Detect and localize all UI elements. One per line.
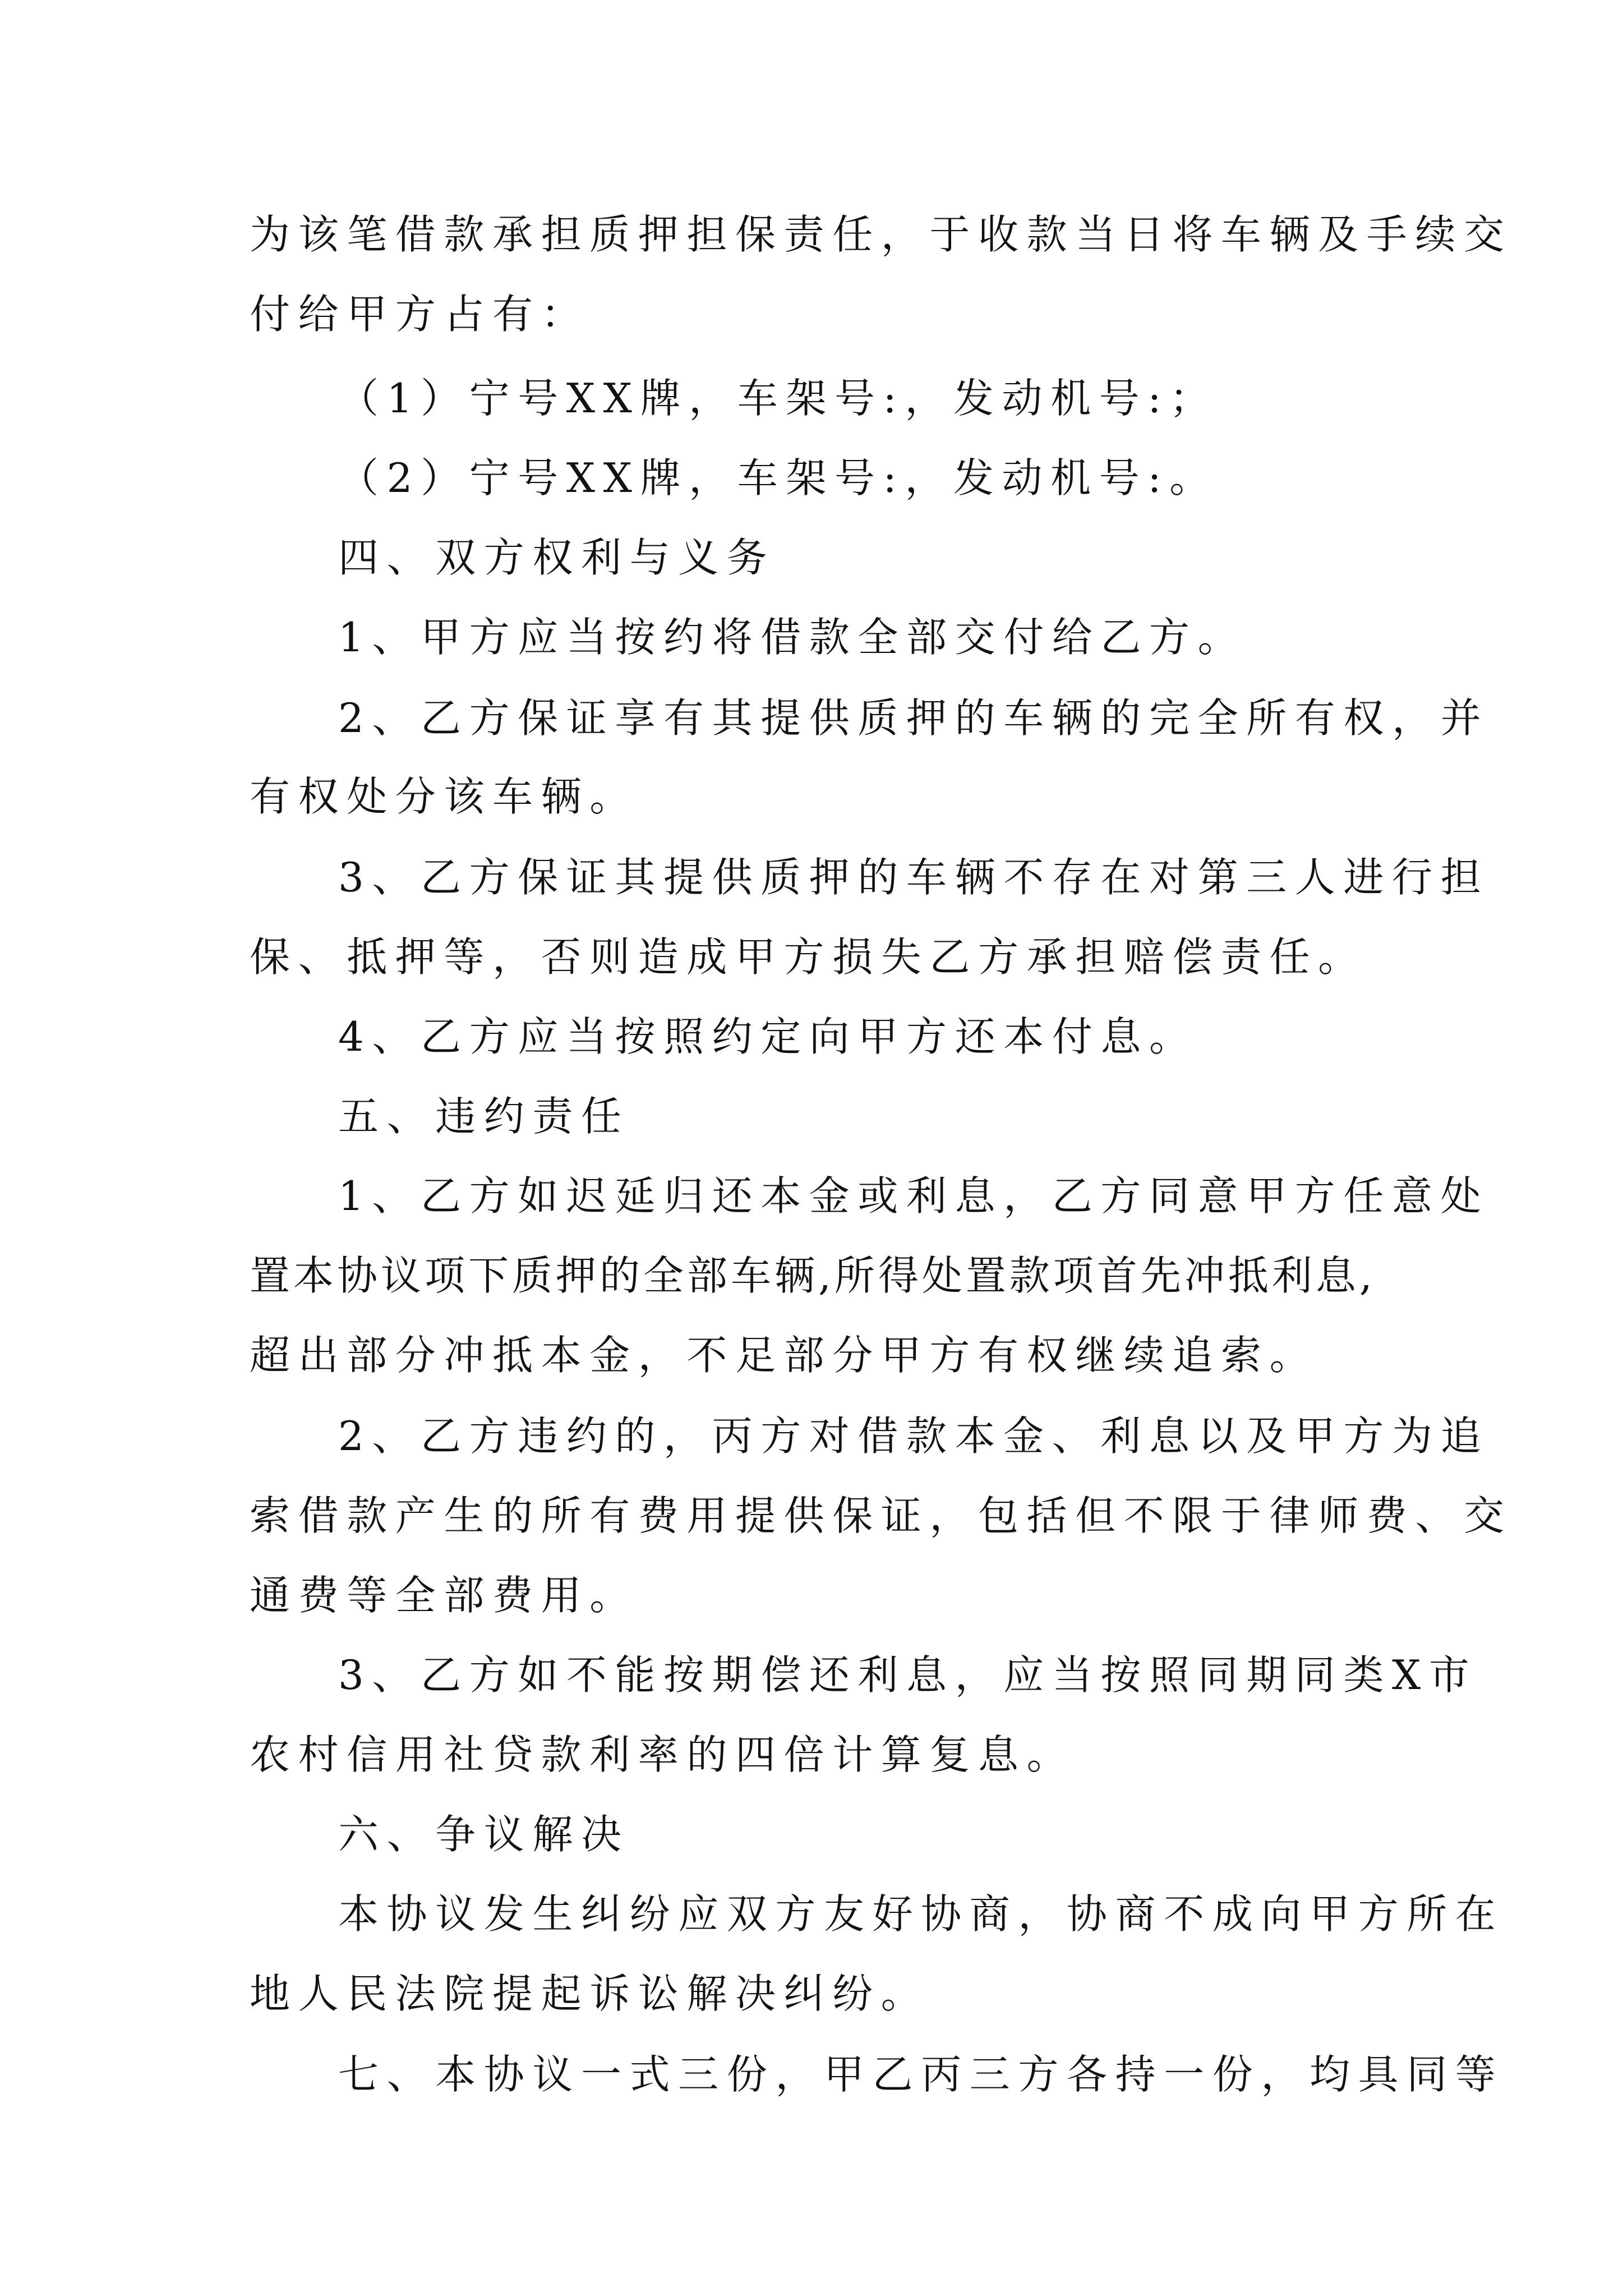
text-line: 七、本协议一式三份，甲乙丙三方各持一份，均具同等 [338,2051,1504,2098]
text-line: 1、甲方应当按约将借款全部交付给乙方。 [338,614,1247,661]
text-line: 置本协议项下质押的全部车辆,所得处置款项首先冲抵利息, [250,1252,1376,1299]
text-line: 为该笔借款承担质押担保责任，于收款当日将车辆及手续交 [250,211,1513,258]
text-line: 3、乙方如不能按期偿还利息，应当按照同期同类X市 [338,1651,1478,1699]
text-line: （1）宁号XX牌，车架号:，发动机号:； [338,375,1218,422]
text-line: 地人民法院提起诉讼解决纠纷。 [250,1970,930,2017]
text-line: 有权处分该车辆。 [250,773,638,820]
section-heading: 四、双方权利与义务 [338,534,776,581]
text-line: 超出部分冲抵本金，不足部分甲方有权继续追索。 [250,1332,1318,1379]
text-line: 保、抵押等，否则造成甲方损失乙方承担赔偿责任。 [250,933,1367,981]
text-line: 1、乙方如迟延归还本金或利息，乙方同意甲方任意处 [338,1172,1490,1220]
text-line: 3、乙方保证其提供质押的车辆不存在对第三人进行担 [338,854,1490,901]
text-line: 2、乙方保证享有其提供质押的车辆的完全所有权，并 [338,694,1490,742]
text-line: 农村信用社贷款利率的四倍计算复息。 [250,1731,1076,1778]
text-line: 4、乙方应当按照约定向甲方还本付息。 [338,1013,1198,1060]
text-line: 索借款产生的所有费用提供保证，包括但不限于律师费、交 [250,1492,1513,1539]
text-line: 2、乙方违约的，丙方对借款本金、利息以及甲方为追 [338,1412,1490,1460]
text-line: （2）宁号XX牌，车架号:，发动机号:。 [338,454,1218,501]
text-line: 本协议发生纠纷应双方友好协商，协商不成向甲方所在 [338,1890,1504,1938]
text-line: 付给甲方占有： [250,291,590,338]
section-heading: 五、违约责任 [338,1093,630,1140]
section-heading: 六、争议解决 [338,1811,630,1858]
text-line: 通费等全部费用。 [250,1572,638,1619]
